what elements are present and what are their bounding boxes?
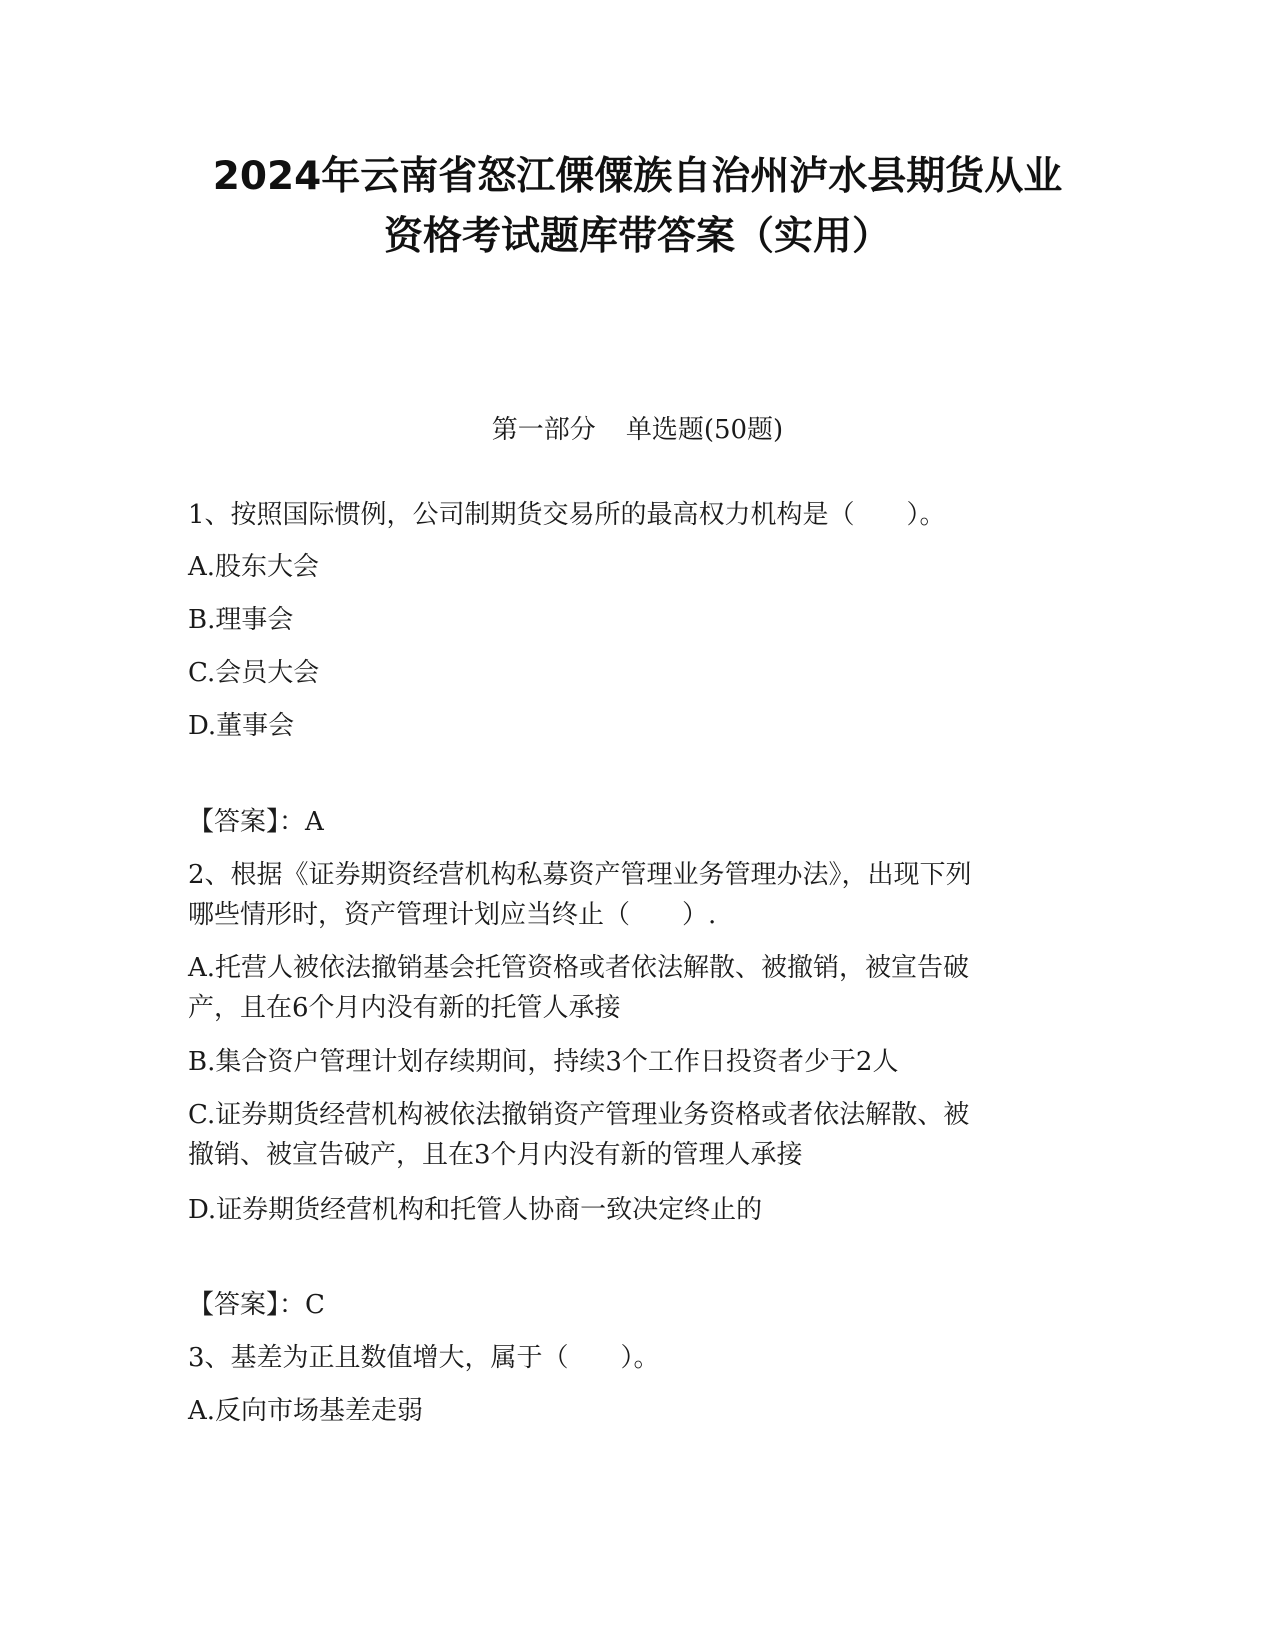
section-part: 第一部分 bbox=[491, 415, 596, 445]
question-2-option-a-line-1: A.托营人被依法撤销基会托管资格或者依法解散、被撤销，被宣告破 bbox=[188, 953, 970, 983]
question-3-stem: 3、基差为正且数值增大，属于（ ）。 bbox=[188, 1343, 660, 1373]
question-2-option-d: D.证券期货经营机构和托管人协商一致决定终止的 bbox=[188, 1195, 763, 1225]
document-title-line-2: 资格考试题库带答案（实用） bbox=[383, 214, 891, 259]
question-1-answer: 【答案】：A bbox=[188, 807, 324, 837]
section-name: 单选题(50题) bbox=[625, 415, 784, 445]
question-1-option-a: A.股东大会 bbox=[188, 552, 320, 582]
document-title-line-1: 2024年云南省怒江傈僳族自治州泸水县期货从业 bbox=[212, 154, 1063, 199]
question-1-option-b: B.理事会 bbox=[188, 605, 294, 635]
section-heading bbox=[0, 414, 1275, 446]
question-1-stem: 1、按照国际惯例，公司制期货交易所的最高权力机构是（ ）。 bbox=[188, 500, 946, 530]
question-2-stem-line-2: 哪些情形时，资产管理计划应当终止（ ）. bbox=[188, 900, 717, 930]
question-1-option-d: D.董事会 bbox=[188, 711, 295, 741]
question-3-option-a: A.反向市场基差走弱 bbox=[188, 1396, 424, 1426]
question-2-option-c-line-2: 撤销、被宣告破产，且在3个月内没有新的管理人承接 bbox=[188, 1140, 803, 1170]
question-2-option-a-line-2: 产，且在6个月内没有新的托管人承接 bbox=[188, 993, 621, 1023]
question-2-option-c-line-1: C.证券期货经营机构被依法撤销资产管理业务资格或者依法解散、被 bbox=[188, 1100, 970, 1130]
question-2-answer: 【答案】：C bbox=[188, 1290, 325, 1320]
question-2-option-b: B.集合资户管理计划存续期间，持续3个工作日投资者少于2人 bbox=[188, 1047, 899, 1077]
question-1-option-c: C.会员大会 bbox=[188, 658, 320, 688]
question-2-stem-line-1: 2、根据《证券期资经营机构私募资产管理业务管理办法》，出现下列 bbox=[188, 860, 972, 890]
